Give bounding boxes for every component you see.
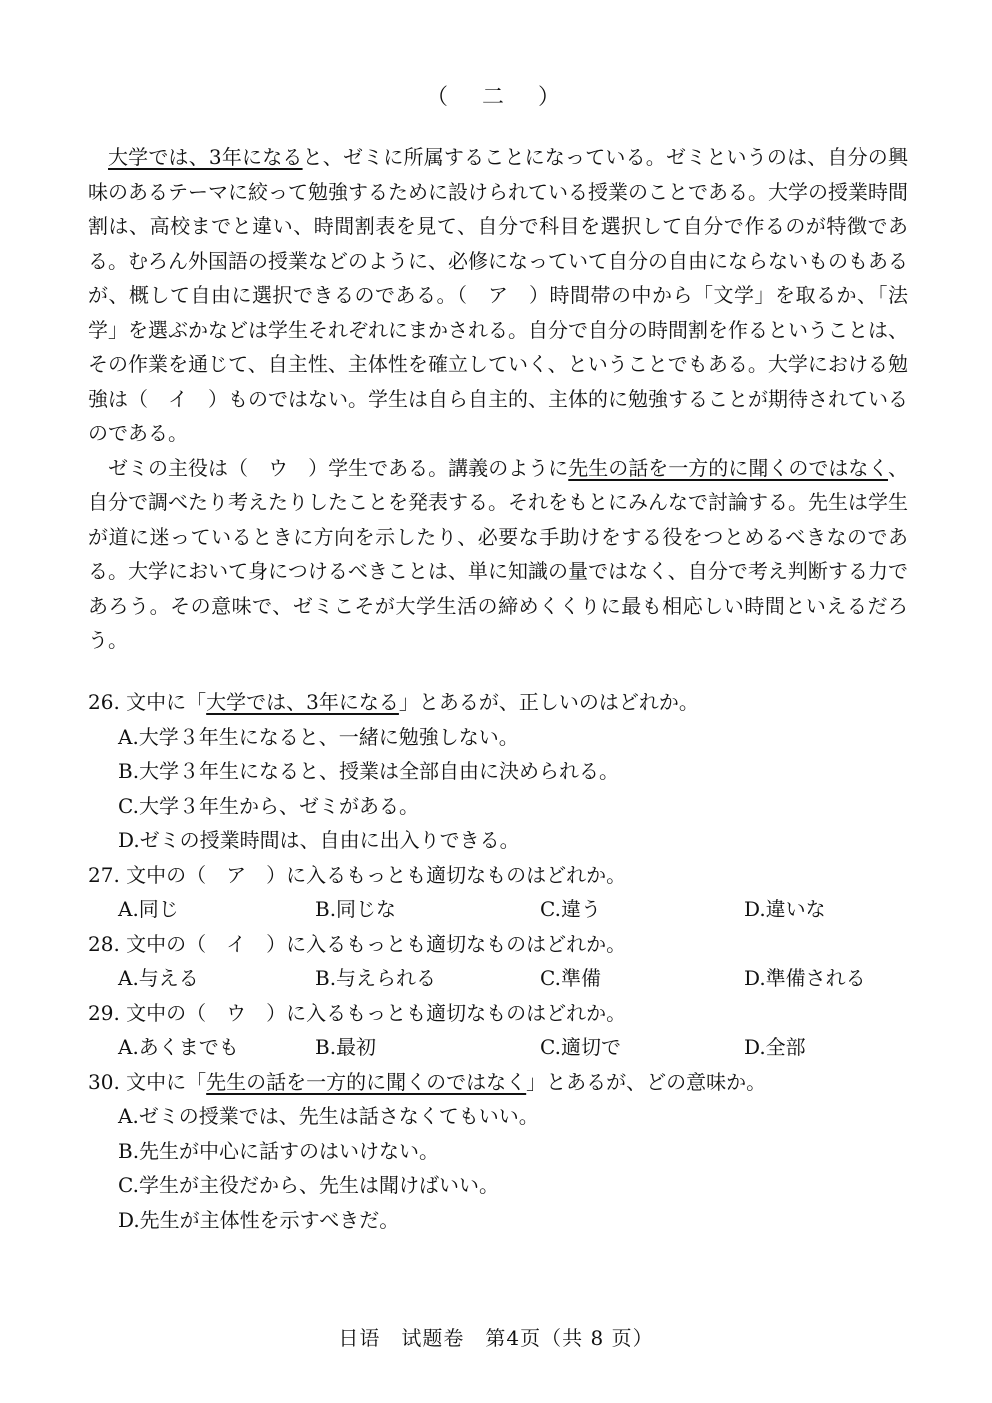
option-d: D.先生が主体性を示すべきだ。: [118, 1207, 400, 1232]
option-a: A.大学３年生になると、一緒に勉強しない。: [118, 724, 519, 749]
question-27: [88, 858, 908, 927]
reading-passage: [88, 140, 908, 658]
question-30-stem: [88, 1065, 908, 1100]
question-list: [88, 685, 908, 1237]
question-29: [88, 996, 908, 1065]
question-28-stem: 28. 文中の（ イ ）に入るもっとも適切なものはどれか。: [88, 931, 627, 956]
page-footer: 日语 试题卷 第4页（共 8 页）: [338, 1326, 654, 1350]
stem-quoted-phrase: 先生の話を一方的に聞くのではなく: [206, 1069, 527, 1094]
section-title: （ 二 ）: [425, 85, 566, 110]
stem-text: 」とあるが、どの意味か。: [526, 1069, 767, 1094]
passage-paragraph-2: [88, 451, 908, 658]
option-b: B.最初: [315, 1035, 377, 1059]
stem-text: 26. 文中に「: [88, 690, 207, 714]
stem-quoted-phrase: 大学では、3年になる: [206, 690, 399, 714]
option-a: A.同じ: [118, 897, 179, 921]
paragraph-2-text-after: 、自分で調べたり考えたりしたことを発表する。それをもとにみんなで討論する。先生は学生が道に迷っているときに方向を示したり、必要な手助けをする役をつとめるべきなのである。大学において身につけるべきことは、単に知識の量ではなく、自分で考え判断する力であろう。その意味で、ゼミこそが大学生活の締めくくりに最も相応しい時間といえるだろう。: [88, 455, 908, 652]
option-c: C.大学３年生から、ゼミがある。: [118, 793, 419, 818]
question-28: [88, 927, 908, 996]
paragraph-1-text: と、ゼミに所属することになっている。ゼミというのは、自分の興味のあるテーマに絞って勉強するために設けられている授業のことである。大学の授業時間割は、高校までと違い、時間割表を見て、自分で科目を選択して自分で作るのが特徴である。むろん外国語の授業などのように、必修になっていて自分の自由にならないものもあるが、概して自由に選択できるのである。（ ア ）時間帯の中から「文学」を取るか、「法学」を選ぶかなどは学生それぞれにまかされる。自分で自分の時間割を作るということは、その作業を通じて、自主性、主体性を確立していく、ということでもある。大学における勉強は（ イ ）ものではない。学生は自ら自主的、主体的に勉強することが期待されているのである。: [88, 145, 908, 445]
option-b: B.同じな: [315, 897, 397, 921]
option-d: D.準備される: [744, 966, 866, 990]
question-26-stem: [88, 685, 908, 720]
option-c: C.準備: [540, 966, 601, 990]
question-29-options: [88, 1030, 908, 1065]
underlined-phrase-2: 先生の話を一方的に聞くのではなく: [568, 455, 888, 480]
stem-text: 30. 文中に「: [88, 1069, 207, 1094]
option-b: B.先生が中心に話すのはいけない。: [118, 1138, 440, 1163]
option-a: A.ゼミの授業では、先生は話さなくてもいい。: [118, 1104, 539, 1128]
option-b: B.大学３年生になると、授業は全部自由に決められる。: [118, 759, 620, 783]
option-c: C.学生が主役だから、先生は聞けばいい。: [118, 1173, 499, 1197]
passage-paragraph-1: [88, 140, 908, 451]
option-d: D.全部: [744, 1035, 806, 1059]
option-c: C.適切で: [540, 1035, 621, 1059]
stem-text: 」とあるが、正しいのはどれか。: [398, 690, 699, 714]
question-30: [88, 1065, 908, 1238]
option-a: A.与える: [118, 966, 199, 990]
option-c: C.違う: [540, 897, 601, 921]
option-d: D.違いな: [744, 897, 826, 921]
option-d: D.ゼミの授業時間は、自由に出入りできる。: [118, 828, 520, 852]
question-26: [88, 685, 908, 858]
underlined-phrase-1: 大学では、3年になる: [108, 145, 303, 169]
question-29-stem: 29. 文中の（ ウ ）に入るもっとも適切なものはどれか。: [88, 1000, 627, 1025]
question-27-options: [88, 892, 908, 927]
paragraph-2-text-before: ゼミの主役は（ ウ ）学生である。講義のように: [108, 455, 569, 480]
question-27-stem: 27. 文中の（ ア ）に入るもっとも適切なものはどれか。: [88, 862, 627, 887]
option-b: B.与えられる: [315, 966, 437, 990]
option-a: A.あくまでも: [118, 1035, 239, 1059]
question-28-options: [88, 961, 908, 996]
